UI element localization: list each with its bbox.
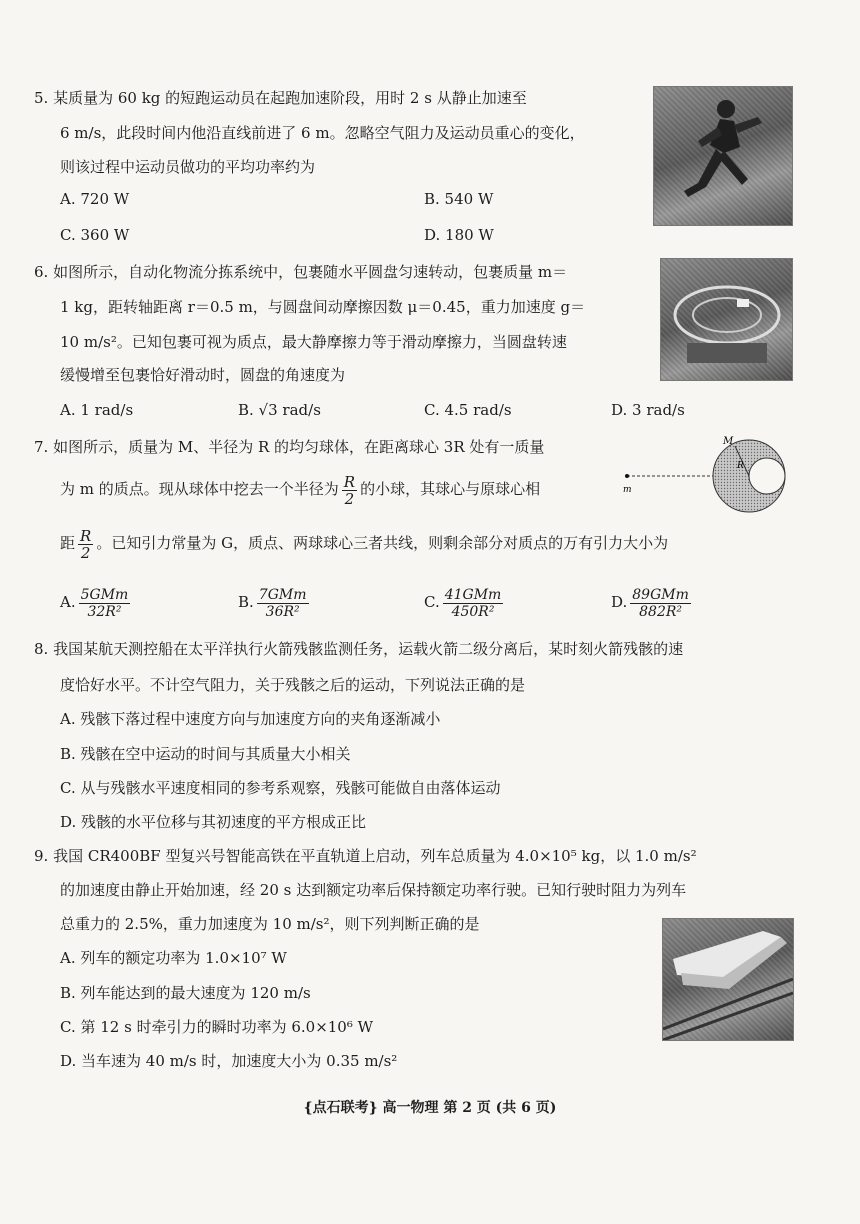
q6-line-2: 1 kg，距转轴距离 r＝0.5 m，与圆盘间动摩擦因数 μ＝0.45，重力加速度 g＝ [60, 298, 586, 316]
page-footer: {点石联考} 高一物理 第 2 页 (共 6 页) [303, 1100, 557, 1116]
q7-line-1: 7. 如图所示，质量为 M、半径为 R 的均匀球体，在距离球心 3R 处有一质量 [34, 438, 545, 456]
fraction-numerator: R [343, 472, 356, 491]
fraction-denominator: 36R² [265, 603, 300, 620]
q5-option-b: B. 540 W [424, 190, 494, 208]
conveyor-disc-photo [660, 258, 793, 381]
q7-line-2 [60, 470, 540, 508]
fraction-numerator: R [80, 526, 92, 545]
sphere-radius-label: R [737, 461, 744, 471]
q6-option-c: C. 4.5 rad/s [424, 401, 512, 419]
fraction-denominator: 32R² [87, 603, 122, 620]
q7-option-d [611, 582, 694, 622]
q6-option-d: D. 3 rad/s [611, 401, 685, 419]
q6-line-3: 10 m/s²。已知包裹可视为质点，最大静摩擦力等于滑动摩擦力，当圆盘转速 [60, 333, 567, 351]
q7-line-2-post: 的小球，其球心与原球心相 [360, 480, 541, 498]
rotating-disc-icon [661, 259, 792, 380]
hollow-sphere-diagram [615, 430, 795, 520]
q5-option-c: C. 360 W [60, 226, 130, 244]
train-icon [663, 919, 793, 1040]
q9-option-a: A. 列车的额定功率为 1.0×10⁷ W [60, 949, 287, 967]
option-label: C. [424, 593, 440, 611]
sprinter-silhouette-icon [654, 87, 792, 225]
sprinter-photo [653, 86, 793, 226]
fraction-denominator: 882R² [639, 603, 682, 620]
q8-option-b: B. 残骸在空中运动的时间与其质量大小相关 [60, 745, 351, 763]
fraction-numerator: 89GMm [632, 586, 689, 603]
point-mass-label: m [623, 485, 632, 495]
q9-option-c: C. 第 12 s 时牵引力的瞬时功率为 6.0×10⁶ W [60, 1018, 374, 1036]
q9-line-3: 总重力的 2.5%，重力加速度为 10 m/s²，则下列判断正确的是 [60, 915, 480, 933]
q5-line-2: 6 m/s，此段时间内他沿直线前进了 6 m。忽略空气阻力及运动员重心的变化， [60, 124, 585, 142]
fraction-denominator: 2 [344, 489, 355, 508]
fraction-denominator: 450R² [451, 603, 495, 620]
q8-option-a: A. 残骸下落过程中速度方向与加速度方向的夹角逐渐减小 [60, 710, 441, 728]
q8-line-1: 8. 我国某航天测控船在太平洋执行火箭残骸监测任务，运载火箭二级分离后，某时刻火箭残骸的速 [34, 640, 684, 658]
fraction-denominator: 2 [80, 543, 91, 562]
option-label: A. [60, 593, 76, 611]
q7-option-b [238, 582, 312, 622]
q7-line-3-pre: 距 [60, 534, 76, 552]
q6-line-1: 6. 如图所示，自动化物流分拣系统中，包裹随水平圆盘匀速转动，包裹质量 m＝ [34, 263, 568, 281]
q8-option-d: D. 残骸的水平位移与其初速度的平方根成正比 [60, 813, 367, 831]
fraction-numerator: 5GMm [80, 586, 129, 603]
q8-line-2: 度恰好水平。不计空气阻力，关于残骸之后的运动，下列说法正确的是 [60, 676, 526, 694]
fraction-numerator: 41GMm [444, 586, 502, 603]
fraction-numerator: 7GMm [258, 586, 307, 603]
option-c-fraction [443, 587, 504, 620]
q6-option-a: A. 1 rad/s [60, 401, 134, 419]
q8-option-c: C. 从与残骸水平速度相同的参考系观察，残骸可能做自由落体运动 [60, 779, 501, 797]
option-a-fraction [79, 587, 131, 620]
q7-line-3-post: 。已知引力常量为 G，质点、两球球心三者共线，则剩余部分对质点的万有引力大小为 [96, 534, 669, 552]
q5-option-a: A. 720 W [60, 190, 130, 208]
option-d-fraction [630, 587, 691, 620]
q9-line-2: 的加速度由静止开始加速，经 20 s 达到额定功率后保持额定功率行驶。已知行驶时阻力为列车 [60, 881, 687, 899]
q5-line-1: 5. 某质量为 60 kg 的短跑运动员在起跑加速阶段，用时 2 s 从静止加速至 [34, 89, 527, 107]
q6-option-b: B. √3 rad/s [238, 401, 321, 419]
sphere-mass-label: M [723, 436, 734, 447]
option-label: D. [611, 593, 628, 611]
q9-option-d: D. 当车速为 40 m/s 时，加速度大小为 0.35 m/s² [60, 1052, 398, 1070]
q7-line-2-pre: 为 m 的质点。现从球体中挖去一个半径为 [60, 480, 339, 498]
q7-line-3 [60, 524, 668, 562]
q7-option-c [424, 582, 506, 622]
q9-option-b: B. 列车能达到的最大速度为 120 m/s [60, 984, 311, 1002]
option-label: B. [238, 593, 254, 611]
distance-fraction [78, 528, 93, 561]
q6-line-4: 缓慢增至包裹恰好滑动时，圆盘的角速度为 [60, 366, 346, 384]
radius-fraction [342, 474, 357, 507]
q5-line-3: 则该过程中运动员做功的平均功率约为 [60, 158, 316, 176]
high-speed-train-photo [662, 918, 794, 1041]
q9-line-1: 9. 我国 CR400BF 型复兴号智能高铁在平直轨道上启动，列车总质量为 4.0×10⁵ kg，以 1.0 m/s² [34, 847, 697, 865]
q7-option-a [60, 582, 133, 622]
option-b-fraction [257, 587, 309, 620]
q5-option-d: D. 180 W [424, 226, 494, 244]
